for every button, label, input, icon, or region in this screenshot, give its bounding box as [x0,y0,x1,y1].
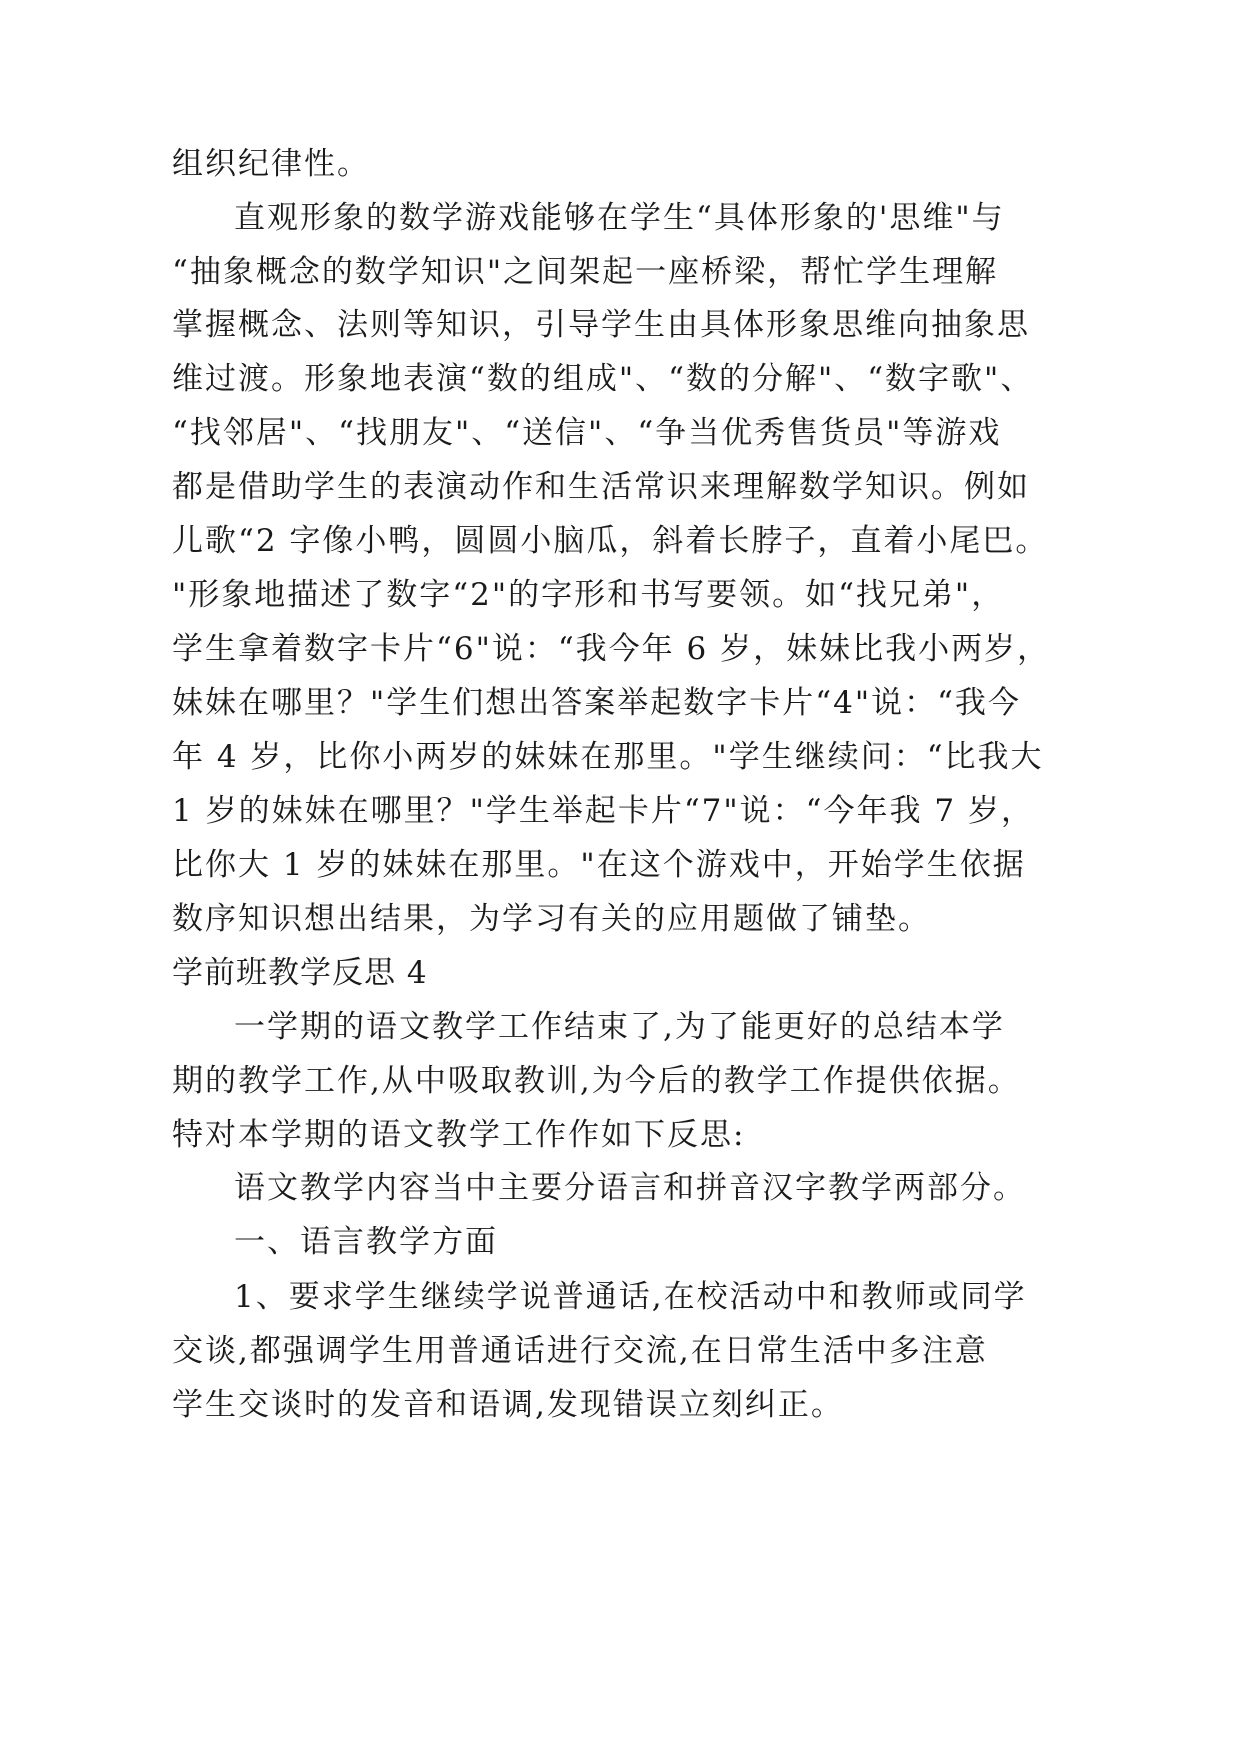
text-line: 一学期的语文教学工作结束了,为了能更好的总结本学 [234,1009,1005,1045]
text-line: "形象地描述了数字“2"的字形和书写要领。如“找兄弟"， [172,577,1005,613]
text-line: 学生交谈时的发音和语调,发现错误立刻纠正。 [172,1387,844,1423]
text-line: 数序知识想出结果，为学习有关的应用题做了铺垫。 [172,901,931,937]
text-line: 组织纪律性。 [172,146,370,182]
text-line: 1 岁的妹妹在哪里？"学生举起卡片“7"说：“今年我 7 岁， [172,793,1034,829]
text-line: 儿歌“2 字像小鸭，圆圆小脑瓜，斜着长脖子，直着小尾巴。 [172,523,1049,559]
text-line: 特对本学期的语文教学工作作如下反思: [172,1117,746,1153]
text-line: 维过渡。形象地表演“数的组成"、“数的分解"、“数字歌"、 [172,361,1034,397]
text-line: “找邻居"、“找朋友"、“送信"、“争当优秀售货员"等游戏 [172,415,1002,451]
text-line: 都是借助学生的表演动作和生活常识来理解数学知识。例如 [172,469,1030,505]
text-line: 比你大 1 岁的妹妹在那里。"在这个游戏中，开始学生依据 [172,847,1026,883]
text-line: 交谈,都强调学生用普通话进行交流,在日常生活中多注意 [172,1333,988,1369]
subheading: 一、语言教学方面 [234,1224,498,1260]
text-line: 1、要求学生继续学说普通话,在校活动中和教师或同学 [234,1279,1027,1315]
text-line: 直观形象的数学游戏能够在学生“具体形象的'思维"与 [234,200,1005,236]
text-line: 掌握概念、法则等知识，引导学生由具体形象思维向抽象思 [172,307,1030,343]
text-line: 期的教学工作,从中吸取教训,为今后的教学工作提供依据。 [172,1063,1021,1099]
section-heading: 学前班教学反思 4 [172,955,428,991]
text-line: 妹妹在哪里？"学生们想出答案举起数字卡片“4"说：“我今 [172,685,1021,721]
text-line: 年 4 岁，比你小两岁的妹妹在那里。"学生继续问：“比我大 [172,739,1044,775]
text-line: 语文教学内容当中主要分语言和拼音汉字教学两部分。 [234,1170,1026,1206]
text-line: “抽象概念的数学知识"之间架起一座桥梁，帮忙学生理解 [172,254,999,290]
text-line: 学生拿着数字卡片“6"说：“我今年 6 岁，妹妹比我小两岁， [172,631,1051,667]
